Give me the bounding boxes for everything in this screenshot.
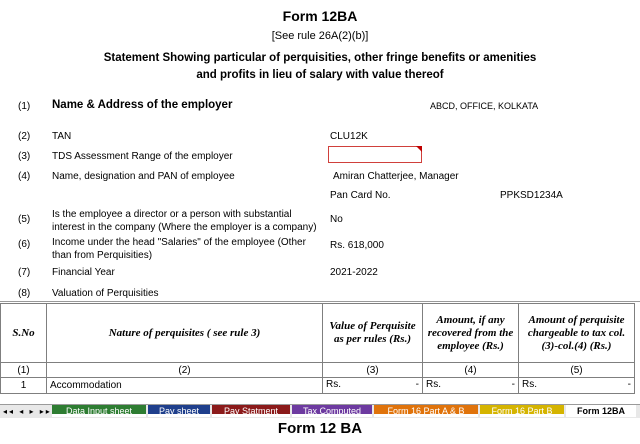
rs-label: Rs. (426, 379, 441, 390)
pan-label: Pan Card No. (330, 190, 391, 201)
salary-income-label: Income under the head "Salaries" of the employee (Other than from Perquisities) (52, 237, 306, 261)
col-number-2: (2) (47, 363, 323, 378)
statement-line-1: Statement Showing particular of perquisities, other fringe benefits or amenities (103, 52, 537, 64)
employer-name-label: Name & Address of the employer (52, 99, 233, 111)
financial-year-value[interactable]: 2021-2022 (330, 267, 378, 278)
valuation-label: Valuation of Perquisities (52, 288, 159, 299)
column-number-row (1, 363, 635, 378)
row-sno[interactable]: 1 (1, 378, 47, 394)
tab-form16-part-ab[interactable]: Form 16 Part A & B (374, 405, 478, 417)
employee-name-label: Name, designation and PAN of employee (52, 171, 235, 182)
row-8-number: (8) (18, 288, 31, 299)
table-top-divider (0, 301, 640, 302)
row-6-number: (6) (18, 239, 31, 250)
tan-value[interactable]: CLU12K (330, 131, 368, 142)
director-label: Is the employee a director or a person with substantial interest in the company (Where the employer is a company) (52, 209, 317, 233)
sheet-nav-arrows-icon[interactable]: ◂◂ ◂ ▸ ▸▸ (3, 407, 52, 416)
row-2-number: (2) (18, 131, 31, 142)
col-number-3: (3) (323, 363, 423, 378)
header-recovered: Amount, if any recovered from the employee (Rs.) (423, 304, 519, 363)
tan-label: TAN (52, 131, 72, 142)
director-value[interactable]: No (330, 214, 343, 225)
row-4-number: (4) (18, 171, 31, 182)
header-nature: Nature of perquisites ( see rule 3) (47, 304, 323, 363)
statement-heading (0, 50, 640, 84)
tab-pay-sheet[interactable]: Pay sheet (148, 405, 210, 417)
row-5-number: (5) (18, 214, 31, 225)
rule-reference: [See rule 26A(2)(b)] (271, 30, 369, 42)
row-3-number: (3) (18, 151, 31, 162)
employee-name-value[interactable]: Amiran Chatterjee, Manager (333, 171, 459, 182)
row-recovered-cell[interactable] (423, 378, 519, 394)
tab-form12ba-active[interactable]: Form 12BA (566, 405, 636, 417)
rs-value: - (627, 379, 631, 390)
header-sno: S.No (1, 304, 47, 363)
rs-label: Rs. (326, 379, 341, 390)
salary-income-value[interactable]: Rs. 618,000 (330, 240, 384, 251)
header-chargeable: Amount of perquisite chargeable to tax col.(3)-col.(4) (Rs.) (519, 304, 635, 363)
header-value: Value of Perquisite as per rules (Rs.) (323, 304, 423, 363)
form-title: Form 12BA (282, 8, 358, 24)
row-value-cell[interactable] (323, 378, 423, 394)
rs-label: Rs. (522, 379, 537, 390)
tds-range-input[interactable] (328, 146, 422, 163)
col-number-5: (5) (519, 363, 635, 378)
row-1-number: (1) (18, 101, 31, 112)
tab-pay-statment[interactable]: Pay Statment (212, 405, 290, 417)
perquisites-table (0, 303, 635, 394)
table-header-row (1, 304, 635, 363)
tab-tax-computed[interactable]: Tax Computed (292, 405, 372, 417)
image-caption: Form 12 BA (277, 420, 363, 437)
rs-value: - (511, 379, 515, 390)
row-7-number: (7) (18, 267, 31, 278)
row-chargeable-cell[interactable] (519, 378, 635, 394)
col-number-4: (4) (423, 363, 519, 378)
rs-value: - (415, 379, 419, 390)
tab-data-input-sheet[interactable]: Data Input sheet (52, 405, 146, 417)
table-row (1, 378, 635, 394)
row-nature[interactable]: Accommodation (47, 378, 323, 394)
sheet-tab-bar (0, 404, 640, 418)
cell-comment-marker-icon (416, 146, 422, 152)
col-number-1: (1) (1, 363, 47, 378)
employer-name-value[interactable]: ABCD, OFFICE, KOLKATA (430, 101, 539, 111)
financial-year-label: Financial Year (52, 267, 115, 278)
pan-value[interactable]: PPKSD1234A (500, 190, 563, 201)
tab-form16-part-b[interactable]: Form 16 Part B (480, 405, 564, 417)
statement-line-2: and profits in lieu of salary with value thereof (196, 69, 444, 81)
tds-range-label: TDS Assessment Range of the employer (52, 151, 233, 162)
